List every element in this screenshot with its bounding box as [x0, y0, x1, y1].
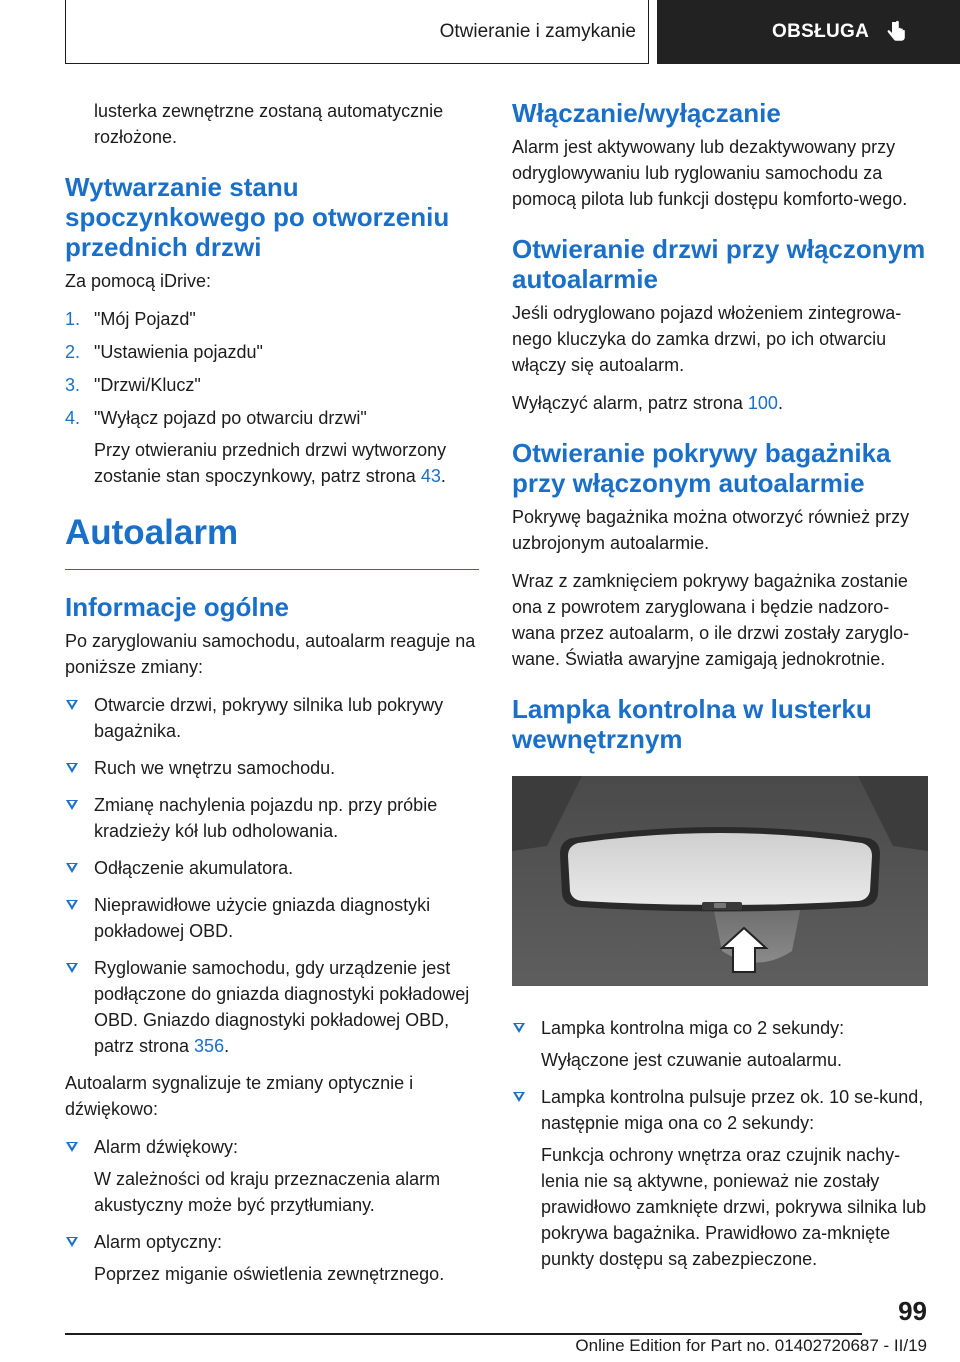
signal-intro: Autoalarm sygnalizuje te zmiany optycznie i dźwiękowo: [65, 1073, 414, 1119]
triangle-bullet-icon [66, 1237, 78, 1247]
page-link[interactable]: 100 [747, 393, 778, 413]
heading-onoff: Włączanie/wyłączanie [512, 98, 781, 128]
doors-text: Jeśli odryglowano pojazd włożeniem zintegrowa-nego kluczyka do zamka drzwi, po ich otwarciu włączy się autoalarm. [512, 303, 902, 375]
triangle-bullet-icon [66, 963, 78, 973]
step-item [65, 372, 479, 398]
section-tab[interactable] [657, 0, 960, 64]
list-item: Lampka kontrolna pulsuje przez ok. 10 se-kund, następnie miga ona co 2 sekundy: Funkcja ochrony wnętrza oraz czujnik nachy-lenia nie są aktywne, ponieważ nie zostały prawidłowo zamknięte drzwi, pokrywa silnika lub pokrywa bagażnika. Prawidłowo za-mknięte punkty dostępu są zabezpieczone. [512, 1084, 928, 1272]
step-note: Przy otwieraniu przednich drzwi wytworzony zostanie stan spoczynkowy, patrz strona 43. [94, 440, 447, 486]
step-number: 2. [65, 342, 81, 362]
doors-link-text: Wyłączyć alarm, patrz strona 100. [512, 393, 783, 413]
footer-divider [65, 1333, 862, 1335]
list-item-note: Funkcja ochrony wnętrza oraz czujnik nachy-lenia nie są aktywne, ponieważ nie zostały prawidłowo zamknięte drzwi, pokrywa silnika lub pokrywa bagażnika. Prawidłowo za-mknięte punkty dostępu są zabezpieczone. [541, 1145, 927, 1269]
rear-view-mirror-illustration [512, 776, 928, 986]
trunk-text-1: Pokrywę bagażnika można otworzyć również przy uzbrojonym autoalarmie. [512, 507, 910, 553]
signal-list [65, 1134, 479, 1287]
step-text: "Drzwi/Klucz" [94, 375, 201, 395]
intro-paragraph: lusterka zewnętrzne zostaną automatycznie rozłożone. [94, 101, 444, 147]
hand-pointer-icon [883, 19, 909, 45]
triangle-bullet-icon [66, 763, 78, 773]
triangle-bullet-icon [513, 1023, 525, 1033]
triangle-bullet-icon [66, 900, 78, 910]
list-item: Odłączenie akumulatora. [65, 855, 479, 881]
list-item: Otwarcie drzwi, pokrywy silnika lub pokrywy bagażnika. [65, 692, 479, 744]
step-number: 3. [65, 375, 81, 395]
chapter-heading: Autoalarm [65, 511, 479, 570]
onoff-text: Alarm jest aktywowany lub dezaktywowany przy odryglowywaniu lub ryglowaniu samochodu za pomocą pilota lub funkcji dostępu komforto-wego. [512, 137, 908, 209]
triangle-bullet-icon [513, 1092, 525, 1102]
triangle-bullet-icon [66, 1142, 78, 1152]
list-item: Alarm dźwiękowy: W zależności od kraju przeznaczenia alarm akustyczny może być przytłumiany. [65, 1134, 479, 1218]
heading-rest-state: Wytwarzanie stanu spoczynkowego po otworzeniu przednich drzwi [65, 172, 450, 262]
page-link[interactable]: 356 [194, 1036, 225, 1056]
list-item-note: W zależności od kraju przeznaczenia alarm akustyczny może być przytłumiany. [94, 1169, 441, 1215]
section-label: OBSŁUGA [772, 21, 870, 42]
edition-note: Online Edition for Part no. 01402720687 - II/19 [575, 1336, 927, 1355]
idrive-intro: Za pomocą iDrive: [65, 271, 212, 291]
right-column [512, 98, 928, 1283]
step-item [65, 405, 479, 489]
heading-trunk: Otwieranie pokrywy bagażnika przy włączonym autoalarmie [512, 438, 891, 498]
list-item: Lampka kontrolna miga co 2 sekundy: Wyłączone jest czuwanie autoalarmu. [512, 1015, 928, 1073]
step-number: 4. [65, 408, 81, 428]
step-text: "Wyłącz pojazd po otwarciu drzwi" [94, 408, 367, 428]
heading-doors: Otwieranie drzwi przy włączonym autoalarmie [512, 234, 926, 294]
page-number: 99 [898, 1296, 927, 1326]
left-column [65, 98, 479, 1298]
step-item [65, 339, 479, 365]
list-item: Ruch we wnętrzu samochodu. [65, 755, 479, 781]
triangle-bullet-icon [66, 800, 78, 810]
list-item: Alarm optyczny: Poprzez miganie oświetlenia zewnętrznego. [65, 1229, 479, 1287]
step-text: "Mój Pojazd" [94, 309, 196, 329]
heading-lamp: Lampka kontrolna w lusterku wewnętrznym [512, 694, 872, 754]
list-item-note: Wyłączone jest czuwanie autoalarmu. [541, 1050, 842, 1070]
list-item: Nieprawidłowe użycie gniazda diagnostyki pokładowej OBD. [65, 892, 479, 944]
change-list [65, 692, 479, 1059]
general-intro: Po zaryglowaniu samochodu, autoalarm reaguje na poniższe zmiany: [65, 631, 476, 677]
list-item: Zmianę nachylenia pojazdu np. przy próbie kradzieży kół lub odholowania. [65, 792, 479, 844]
list-item: Ryglowanie samochodu, gdy urządzenie jest podłączone do gniazda diagnostyki pokładowej OBD. Gniazdo diagnostyki pokładowej OBD, patrz strona 356. [65, 955, 479, 1059]
lamp-list [512, 1015, 928, 1272]
triangle-bullet-icon [66, 700, 78, 710]
trunk-text-2: Wraz z zamknięciem pokrywy bagażnika zostanie ona z powrotem zaryglowana i będzie nadzoro-wana przez autoalarm, o ile drzwi zostały zaryglo-wane. Światła awaryjne zamigają jednokrotnie. [512, 571, 910, 669]
step-number: 1. [65, 309, 81, 329]
triangle-bullet-icon [66, 863, 78, 873]
step-item [65, 306, 479, 332]
chapter-title: Otwieranie i zamykanie [65, 0, 649, 64]
list-item-note: Poprzez miganie oświetlenia zewnętrznego. [94, 1264, 445, 1284]
idrive-steps [65, 306, 479, 489]
step-text: "Ustawienia pojazdu" [94, 342, 263, 362]
heading-general: Informacje ogólne [65, 592, 289, 622]
page-link[interactable]: 43 [420, 466, 441, 486]
